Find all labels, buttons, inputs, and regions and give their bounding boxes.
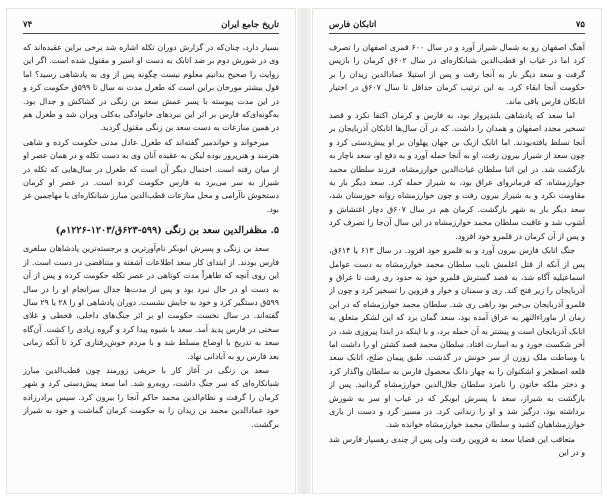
left-page (6, 8, 296, 494)
page-number: ۷۵ (575, 20, 585, 30)
page-body (23, 41, 279, 487)
paragraph: اما سعد که پادشاهی بلندپرواز بود، به فارس و کرمان اکتفا نکرد و قصد تسخیر مجدد اصفهان و همدان را داشت. که در آن سال‌ها اتابکان آذربایجان بر آنجا تسلط یافته‌بودند. اما اتابک ازبک بن جهان پهلوان بر او پیش‌دستی کرد و چون سعد از شیراز بیرون رفت، او به آنجا حمله آورد و به دفع او، سعد ناچار به بازگشت شد. در این اثنا سلطان غیاث‌الدین خوارزمشاه، فرزند سلطان محمد خوارزمشاه، که فرمانروای عراق بود، به شیراز حمله کرد. سعد دیگر بار به مقاومت نکرد و به شیراز بیرون رفت و چون خوارزمشاه روانه خوزستان شد، سعد دیگر بار به شهر بازگشت. کرمان هم در سال ۶۰۷ق دچار اغتشاش و آشوب شد و عاقبت سلطان محمد خوارزمشاه در این سال آن‌جا را تصرف کرد و پس از آن کرمان در قلمرو خود افزود. (329, 111, 585, 241)
book-gutter (297, 8, 311, 494)
paragraph: جنگ اتابک فارس بیرون آورد و به قلمرو خود افزود. در سال ۶۱۳ یا ۶۱۴ق، پس از آنکه از قتل اغلمش نایب سلطان محمد خوارزمشاه به دست عوامل اسماعیلیه آگاه شد، به قصد گسترش قلمرو خود به حدود ری رفت تا عراق و آذربایجان را زیر فتح کند. ری و سمنان و خوار و قزوین را تسخیر کرد و چون از قلمرو آذربایجان بی‌خبر بود راهی ری شد. سلطان محمد خوارزمشاه که در این زمان از ماوراءالنهر به عراق آمده بود، سعد گمان برد که این لشکر متعلق به اتابک آذربایجان است و پیشتر به آن حمله برد، و با اینکه در ابتدا پیروزی شد، در آخر شکست خورد و به اسارت افتاد. سلطان محمد قصد کشتن او را داشت اما با وساطت ملک زوزن از سر خونش در گذشت. طبق پیمان صلح، اتابک سعد قلعه اصطخر و اشکنوان را به چهار دانگ محصول فارس به سلطان واگذار کرد و دختر ملکه خاتون را نامزد سلطان جلال‌الدین خوارزمشاه گردانید. پس از بازگشت به شیراز، سعد با پسرش ابوبکر که در غیاب او سر به شورش برداشته بود، درگیر شد و او را زندانی کرد. در مسیر گرد و دست از یاری خوارزمشاهیان کشید و سلطان محمد خوارزمشاه خوانده شد. (329, 246, 585, 430)
paragraph: سعد بن زنگی در آغاز کار با حریفی زورمند چون قطب‌الدین مبارز شبانکاره‌ای که سر جنگ داشت، روبه‌رو شد. اما سعد پیش‌دستی کرد و شهر کرمان را گرفت و نظام‌الدین محمد حاکم آنجا را بیرون کرد. سپس برادرزاده خود عمادالدین محمد بن زیدان را به حکومت کرمان گماشت و خود به شیراز برگشت. (23, 365, 279, 429)
right-page (312, 8, 602, 494)
book-title: تاریخ جامع ایران (221, 20, 279, 30)
paragraph: میرخواند و خواندمیر گفته‌اند که طغرل عادل مدتی حکومت کرده و شاهی هنرمند و هنرپرور بوده لیکن به عقیده آنان وی به دست تکله و در همان عصر او از میان رفته است. احتمال دیگر آن است که طغرل در سال‌هایی که تکله در شیراز به سر می‌برد به فارس حکومت کرده است. در عصر او کرمان دستخوش ناآرامی و محل منازعات قطب‌الدین مبارز شبانکاره‌ای با مهاجمین غز بود. (23, 137, 279, 214)
paragraph: بسیار دارد، چنان‌که در گزارش دوران تکله اشاره شد برخی براین عقیده‌اند که وی در شورش دوم بر ضد اتابک به دست او اسیر و مقتول شده است. اگر این روایت را صحیح بدانیم معلوم نیست چگونه پس از وی به پادشاهی رسید؟ اما قول بیشتر مورخان براین است که طغرل مدت نه سال تا ۵۹۹ق حکومت کرد و در این مدت پیوسته با پسر عمش سعد بن زنگی در کشاکش و جدال بود. به‌گونه‌ای‌که فارس بر اثر این نبردهای خانوادگی به‌کلی ویران شد و طغرل هم در همین منازعات به دست سعد بن زنگی مقتول گردید. (23, 43, 279, 133)
paragraph: آهنگ اصفهان رو به شمال شیراز آورد و در سال ۶۰۰ قمری اصفهان را تصرف کرد اما در غیاب او قطب‌الدین شبانکاره‌ای در سال ۶۰۲ق کرمان را بازپس گرفت و سعد دیگر بار به آنجا رفت و پس از استیلا عمادالدین زیدان را بر حکومت آنجا ابقاء کرد. به این ترتیب کرمان حداقل تا سال ۶۰۷ق در اختیار اتابکان فارس باقی ماند. (329, 43, 585, 106)
section-heading: ۵. مظفرالدین سعد بن زنگی (۵۹۹-۶۲۳ق/۱۲۰۳-۱۲۲۶م) (55, 225, 279, 237)
page-number: ۷۴ (23, 20, 33, 30)
page-body (329, 41, 585, 487)
paragraph: متعاقب این قضایا سعد به قزوین رفت ولی پس از چندی رهسپار فارس شد و در این (329, 434, 585, 458)
chapter-title: اتابکان فارس (329, 20, 377, 30)
paragraph: سعد بن زنگی و پسرش ابوبکر نام‌آورترین و برجسته‌ترین پادشاهان سلغری فارس بودند. از ابتدای کار سعد اطلاعات آشفته و متناقضی در دست است. از این روی آنچه که ظاهراً مدت کوتاهی در عصر تکله حکومت کرده و پس از آن به دست او در حال نبرد بود و پس از مدت‌ها جدال سرانجام او را در سال ۵۹۹ق دستگیر کرد و خود به جایش نشست. دوران پادشاهی او را ۲۸ یا ۲۹ سال گفته‌اند. در سال نخست حکومت او بر اثر جنگ‌های داخلی، قحطی و غلای سختی در فارس پدید آمد. سعد با شیوه پیدا کرد و گروه زیادی را کشت. آن‌گاه سعد به تدریج با اوضاع مسلط شد و با مردم خوش‌رفتاری کرد تا آنکه زمانی بعد فارس رو به آبادانی نهاد. (23, 244, 279, 361)
running-head (329, 19, 585, 34)
running-head (23, 19, 279, 34)
